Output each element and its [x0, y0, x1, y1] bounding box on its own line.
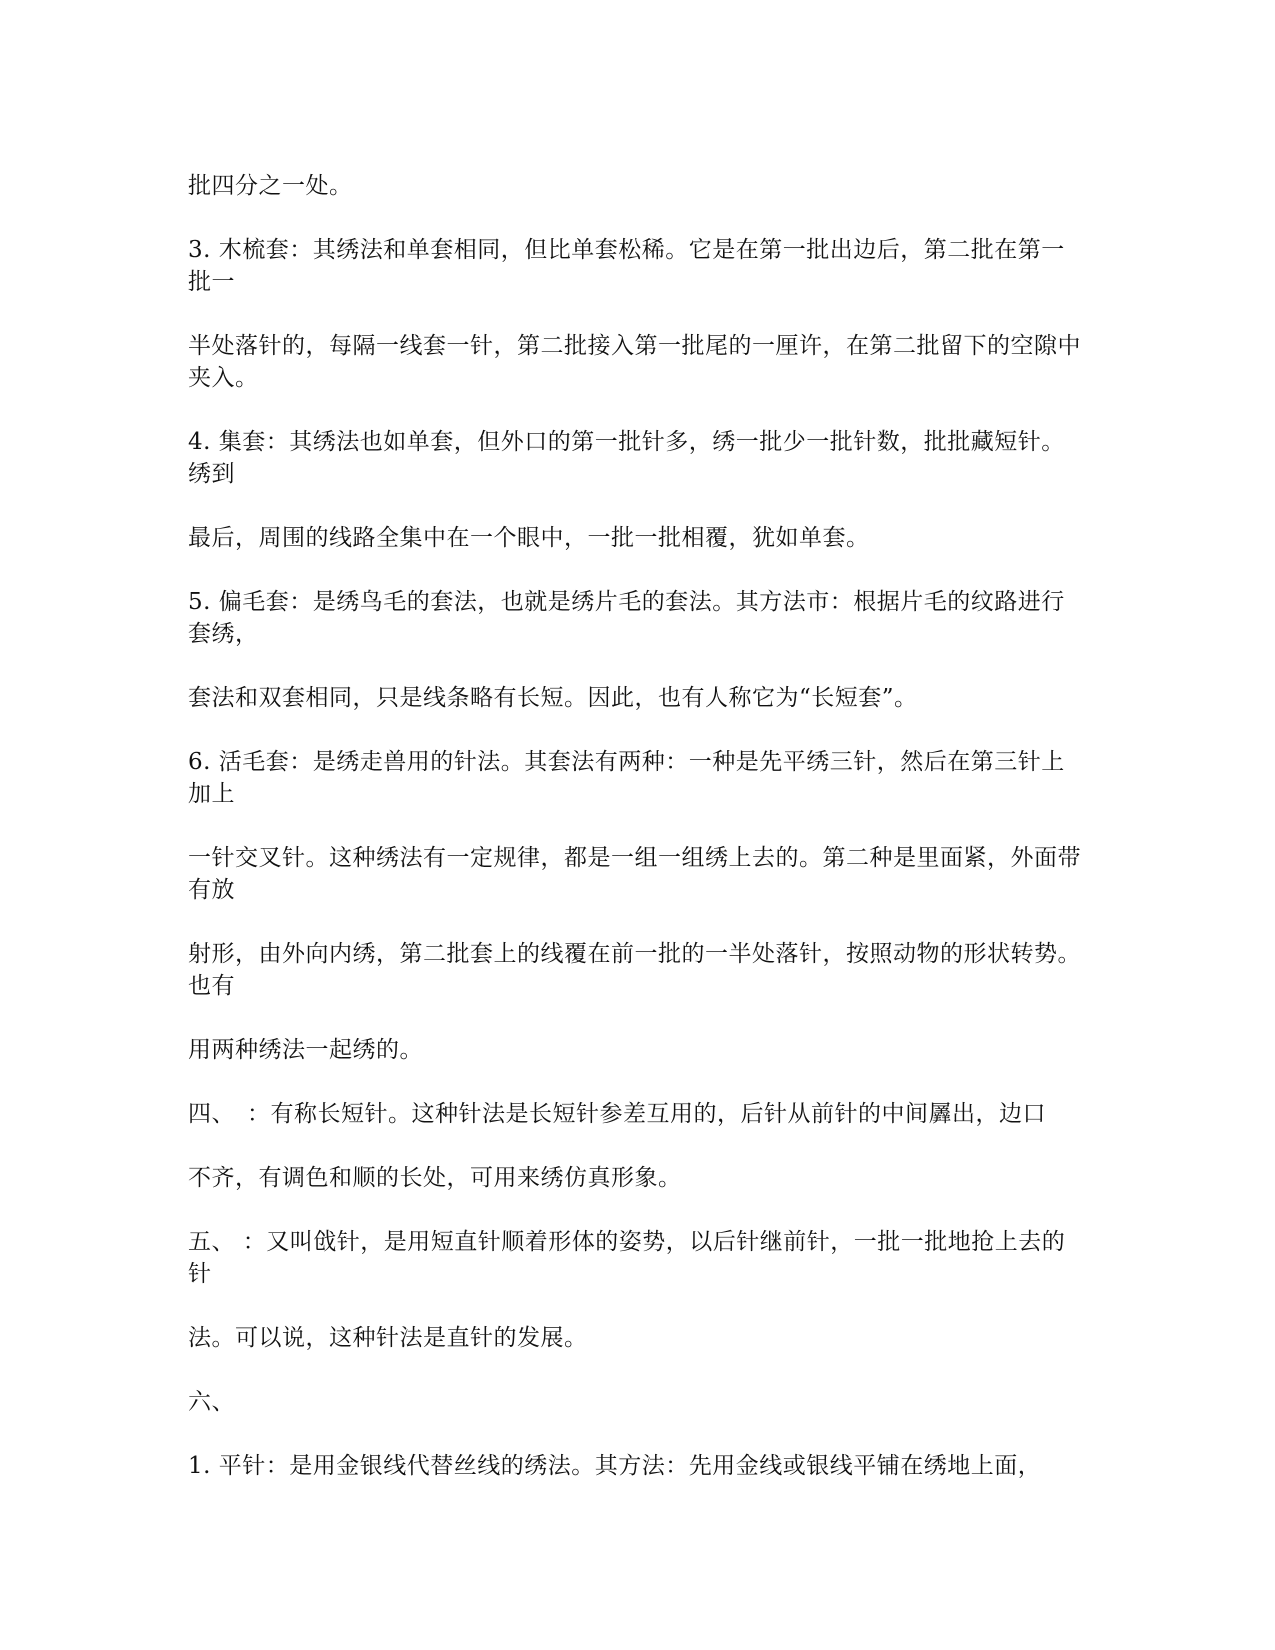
paragraph: 用两种绣法一起绣的。 [188, 1037, 423, 1063]
paragraph: 四、 ：有称长短针。这种针法是长短针参差互用的，后针从前针的中间羼出，边口 [188, 1101, 1046, 1127]
paragraph: 6. 活毛套：是绣走兽用的针法。其套法有两种：一种是先平绣三针，然后在第三针上加上 [188, 749, 1065, 807]
document-body [188, 170, 1088, 1514]
paragraph: 套法和双套相同，只是线条略有长短。因此，也有人称它为“长短套”。 [188, 685, 918, 711]
paragraph: 最后，周围的线路全集中在一个眼中，一批一批相覆，犹如单套。 [188, 525, 870, 551]
paragraph: 射形，由外向内绣，第二批套上的线覆在前一批的一半处落针，按照动物的形状转势。也有 [188, 941, 1081, 999]
paragraph: 六、 [188, 1389, 235, 1415]
paragraph: 不齐，有调色和顺的长处，可用来绣仿真形象。 [188, 1165, 682, 1191]
paragraph: 5. 偏毛套：是绣鸟毛的套法，也就是绣片毛的套法。其方法市：根据片毛的纹路进行套绣， [188, 589, 1065, 647]
paragraph: 4. 集套：其绣法也如单套，但外口的第一批针多，绣一批少一批针数，批批藏短针。绣到 [188, 429, 1065, 487]
paragraph: 一针交叉针。这种绣法有一定规律，都是一组一组绣上去的。第二种是里面紧，外面带有放 [188, 845, 1081, 903]
paragraph: 五、 ：又叫戗针，是用短直针顺着形体的姿势，以后针继前针，一批一批地抢上去的针 [188, 1229, 1066, 1287]
paragraph: 1. 平针：是用金银线代替丝线的绣法。其方法：先用金线或银线平铺在绣地上面， [188, 1453, 1042, 1479]
paragraph: 半处落针的，每隔一线套一针，第二批接入第一批尾的一厘许，在第二批留下的空隙中夹入。 [188, 333, 1081, 391]
paragraph: 3. 木梳套：其绣法和单套相同，但比单套松稀。它是在第一批出边后，第二批在第一批一 [188, 237, 1065, 295]
paragraph: 批四分之一处。 [188, 173, 353, 199]
paragraph: 法。可以说，这种针法是直针的发展。 [188, 1325, 588, 1351]
